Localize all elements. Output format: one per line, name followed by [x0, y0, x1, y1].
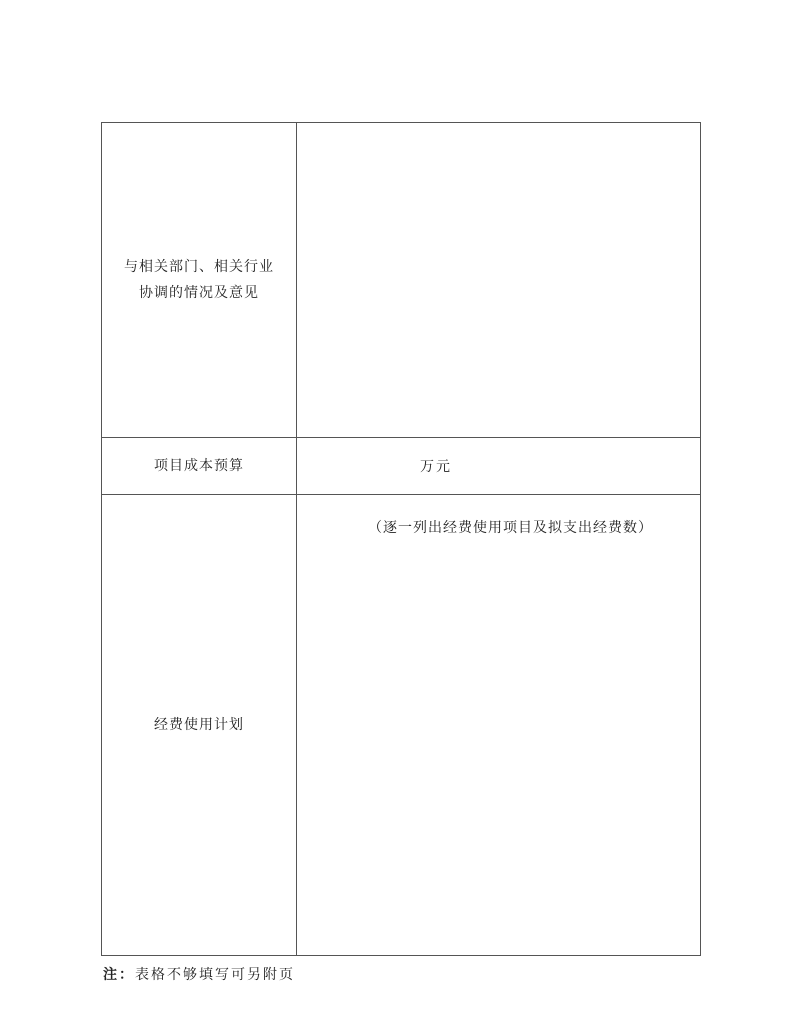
- footnote: [103, 964, 295, 984]
- application-form-table: [101, 122, 701, 956]
- table-row-funding-plan: [102, 495, 701, 956]
- budget-label-line: 项目成本预算: [154, 458, 244, 474]
- coordination-label-line-1: 与相关部门、相关行业: [124, 259, 274, 275]
- coordination-label: [102, 123, 297, 438]
- funding-plan-value-field[interactable]: [297, 495, 701, 956]
- budget-unit: 万元: [420, 459, 452, 475]
- coordination-label-line-2: 协调的情况及意见: [139, 285, 259, 301]
- budget-label: [102, 438, 297, 495]
- table-row-budget: [102, 438, 701, 495]
- funding-plan-label: [102, 495, 297, 956]
- funding-plan-hint: （逐一列出经费使用项目及拟支出经费数）: [368, 520, 653, 536]
- budget-value-field[interactable]: [297, 438, 701, 495]
- coordination-value-field[interactable]: [297, 123, 701, 438]
- footnote-mark: 注：: [103, 967, 135, 983]
- funding-plan-label-line: 经费使用计划: [154, 717, 244, 733]
- table-row-coordination: [102, 123, 701, 438]
- footnote-text: 表格不够填写可另附页: [135, 967, 295, 983]
